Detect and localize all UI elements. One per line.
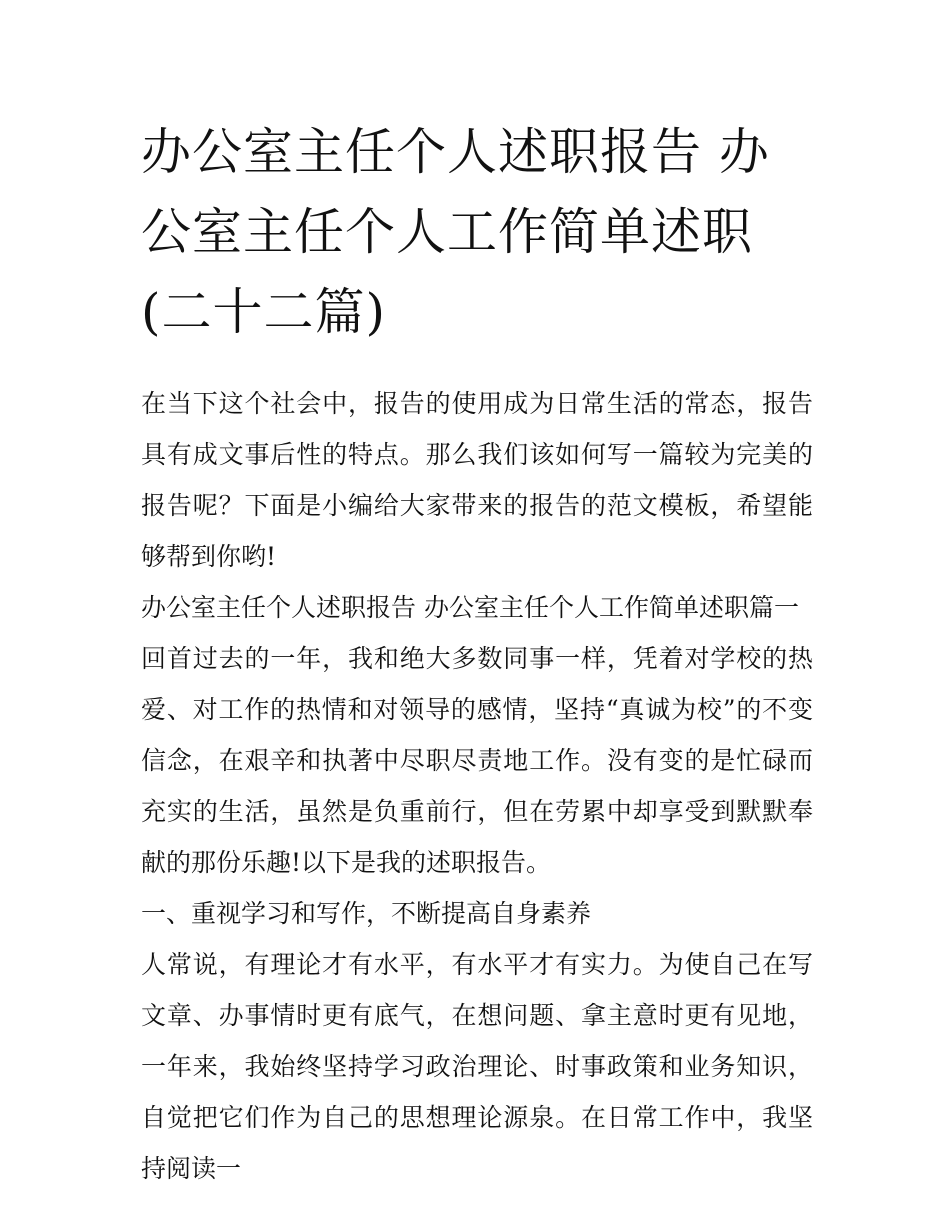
body-paragraph: 回首过去的一年，我和绝大多数同事一样，凭着对学校的热爱、对工作的热情和对领导的感情，坚持“真诚为校”的不变信念，在艰辛和执著中尽职尽责地工作。没有变的是忙碌而充实的生活，虽然是负重前行，但在劳累中却享受到默默奉献的那份乐趣!以下是我的述职报告。	[141, 644, 813, 877]
document-title: 办公室主任个人述职报告 办公室主任个人工作简单述职(二十二篇)	[141, 123, 770, 341]
document-body	[141, 112, 813, 1194]
body-paragraph: 人常说，有理论才有水平，有水平才有实力。为使自己在写文章、办事情时更有底气，在想问题、拿主意时更有见地，一年来，我始终坚持学习政治理论、时事政策和业务知识，自觉把它们作为自己的思想理论源泉。在日常工作中，我坚持阅读一	[141, 950, 813, 1183]
intro-paragraph: 在当下这个社会中，报告的使用成为日常生活的常态，报告具有成文事后性的特点。那么我们该如何写一篇较为完美的报告呢？下面是小编给大家带来的报告的范文模板，希望能够帮到你哟!	[141, 389, 813, 571]
subsection-heading: 一、重视学习和写作，不断提高自身素养	[141, 899, 592, 928]
section-heading: 办公室主任个人述职报告 办公室主任个人工作简单述职篇一	[141, 593, 799, 622]
